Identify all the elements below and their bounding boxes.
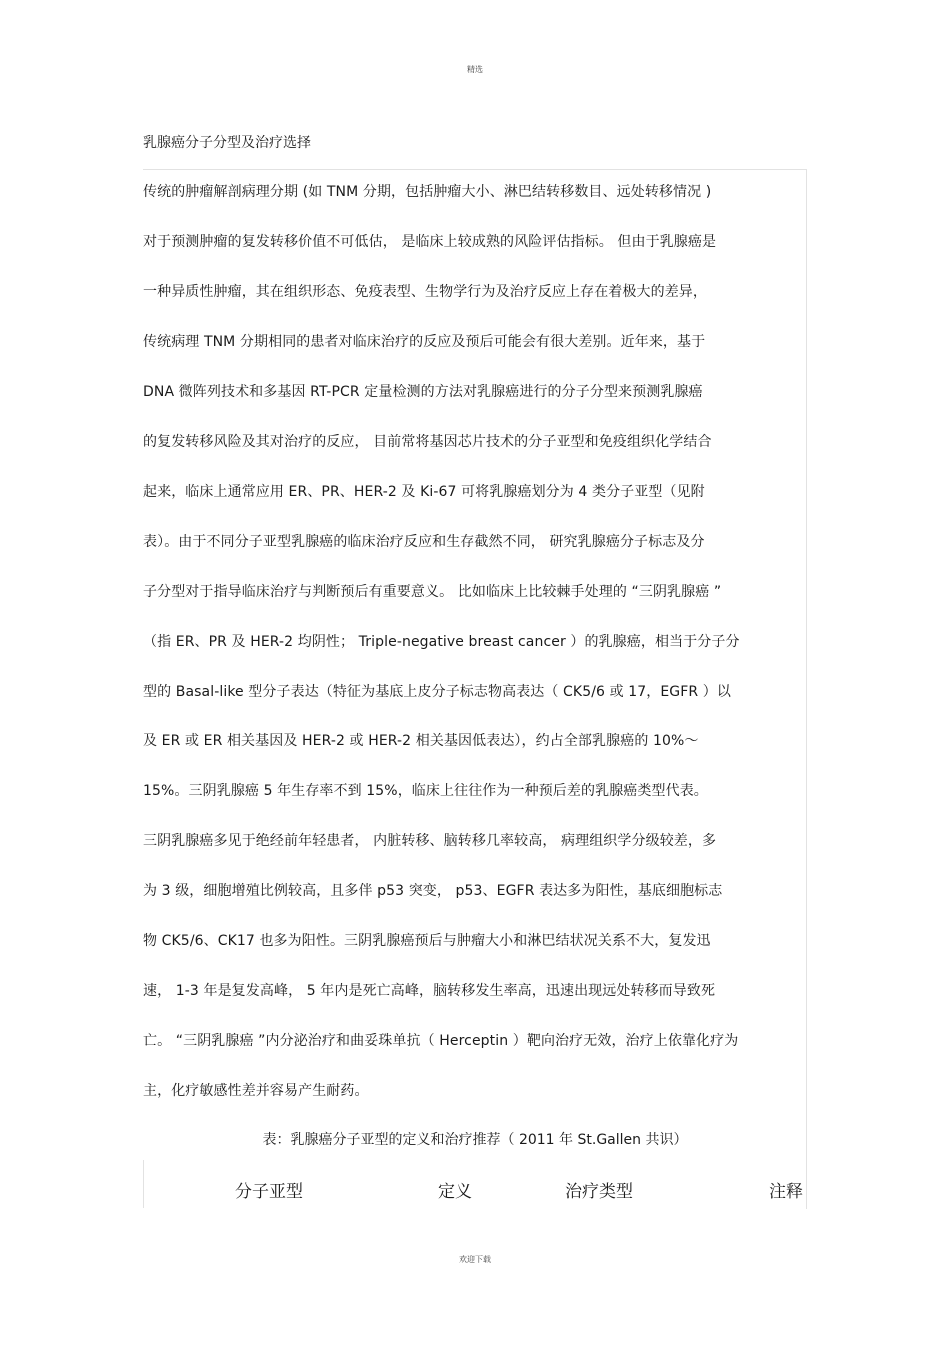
header-watermark: 精选 <box>467 65 483 74</box>
paragraph-line: 三阴乳腺癌多见于绝经前年轻患者， 内脏转移、脑转移几率较高， 病理组织学分级较差，多 <box>143 833 717 849</box>
paragraph-line: 子分型对于指导临床治疗与判断预后有重要意义。 比如临床上比较棘手处理的 “三阴乳腺癌 ” <box>143 584 722 600</box>
paragraph-line: （指 ER、PR 及 HER-2 均阴性； Triple-negative breast cancer ）的乳腺癌，相当于分子分 <box>143 634 740 650</box>
paragraph-line: 的复发转移风险及其对治疗的反应， 目前常将基因芯片技术的分子亚型和免疫组织化学结合 <box>143 434 712 450</box>
paragraph-line: 物 CK5/6、CK17 也多为阳性。三阴乳腺癌预后与肿瘤大小和淋巴结状况关系不大，复发迅 <box>143 933 711 949</box>
paragraph-line: 表）。由于不同分子亚型乳腺癌的临床治疗反应和生存截然不同， 研究乳腺癌分子标志及分 <box>143 534 705 550</box>
paragraph-line: DNA 微阵列技术和多基因 RT-PCR 定量检测的方法对乳腺癌进行的分子分型来预测乳腺癌 <box>143 384 703 400</box>
paragraph-line: 对于预测肿瘤的复发转移价值不可低估， 是临床上较成熟的风险评估指标。 但由于乳腺癌是 <box>143 234 717 250</box>
paragraph-line: 型的 Basal-like 型分子表达（特征为基底上皮分子标志物高表达（ CK5/6 或 17，EGFR ）以 <box>143 684 731 700</box>
paragraph-line: 一种异质性肿瘤，其在组织形态、免疫表型、生物学行为及治疗反应上存在着极大的差异， <box>143 284 707 300</box>
frame-top-border <box>143 169 807 170</box>
paragraph-line: 亡。 “三阴乳腺癌 ”内分泌治疗和曲妥珠单抗（ Herceptin ）靶向治疗无效，治疗上依靠化疗为 <box>143 1033 739 1049</box>
paragraph-line: 起来，临床上通常应用 ER、PR、HER-2 及 Ki-67 可将乳腺癌划分为 4 类分子亚型（见附 <box>143 484 705 500</box>
table-header-subtype: 分子亚型 <box>235 1182 303 1202</box>
table-header-notes: 注释 <box>769 1182 803 1202</box>
document-title: 乳腺癌分子分型及治疗选择 <box>143 135 311 151</box>
table-caption: 表：乳腺癌分子亚型的定义和治疗推荐（ 2011 年 St.Gallen 共识） <box>262 1132 688 1148</box>
paragraph-line: 15%。三阴乳腺癌 5 年生存率不到 15%，临床上往往作为一种预后差的乳腺癌类型代表。 <box>143 783 708 799</box>
paragraph-line: 及 ER 或 ER 相关基因及 HER-2 或 HER-2 相关基因低表达），约占全部乳腺癌的 10%～ <box>143 733 699 749</box>
paragraph-line: 主，化疗敏感性差并容易产生耐药。 <box>143 1083 369 1099</box>
footer-watermark: 欢迎下载 <box>459 1255 491 1264</box>
paragraph-line: 为 3 级，细胞增殖比例较高，且多伴 p53 突变， p53、EGFR 表达多为阳性，基底细胞标志 <box>143 883 723 899</box>
paragraph-line: 传统的肿瘤解剖病理分期 (如 TNM 分期，包括肿瘤大小、淋巴结转移数目、远处转移情况 ) <box>143 184 712 200</box>
paragraph-line: 速， 1-3 年是复发高峰， 5 年内是死亡高峰，脑转移发生率高，迅速出现远处转移而导致死 <box>143 983 716 999</box>
frame-left-border <box>143 1160 144 1208</box>
paragraph-line: 传统病理 TNM 分期相同的患者对临床治疗的反应及预后可能会有很大差别。近年来，基于 <box>143 334 706 350</box>
table-header-definition: 定义 <box>438 1182 472 1202</box>
table-header-treatment: 治疗类型 <box>565 1182 633 1202</box>
